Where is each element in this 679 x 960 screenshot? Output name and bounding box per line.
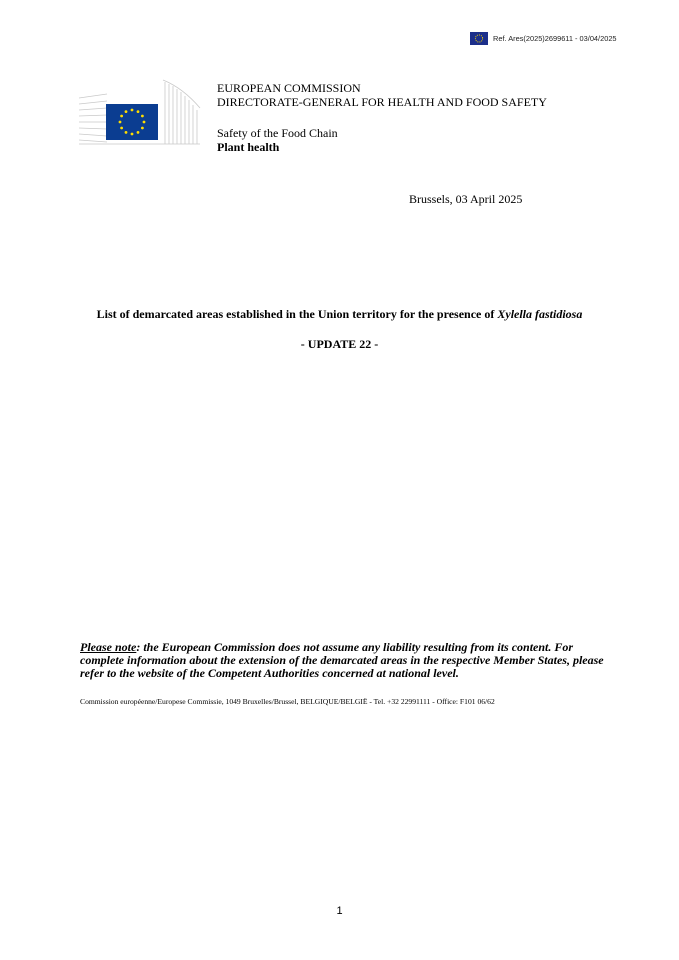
note-label: Please note (80, 640, 137, 654)
page-number: 1 (336, 905, 343, 917)
european-commission-logo-icon (79, 78, 201, 146)
document-date: Brussels, 03 April 2025 (409, 192, 523, 206)
letterhead (217, 81, 547, 154)
title-main: List of demarcated areas established in the Union territory for the presence of (96, 307, 498, 321)
directorate-name: DIRECTORATE-GENERAL FOR HEALTH AND FOOD SAFETY (217, 95, 547, 109)
institution-name: EUROPEAN COMMISSION (217, 81, 361, 95)
disclaimer-note (80, 641, 610, 680)
document-title (0, 307, 679, 322)
footer-address: Commission européenne/Europese Commissie, 1049 Bruxelles/Brussel, BELGIQUE/BELGIË - Tel. +32 22991111 - Office: F101 06/62 (80, 697, 495, 706)
eu-flag-icon (470, 32, 488, 45)
reference-stamp (470, 32, 617, 45)
update-label: - UPDATE 22 - (300, 337, 379, 351)
note-text: : the European Commission does not assume any liability resulting from its content. For complete information about the extension of the demarcated areas in the respective Member States, please refer to the website of the Competent Authorities concerned at national level. (80, 640, 604, 680)
unit-name: Plant health (217, 140, 280, 154)
directorate-unit: Safety of the Food Chain (217, 126, 338, 140)
reference-number: Ref. Ares(2025)2699611 - 03/04/2025 (493, 34, 617, 43)
title-species: Xylella fastidiosa (497, 307, 583, 321)
